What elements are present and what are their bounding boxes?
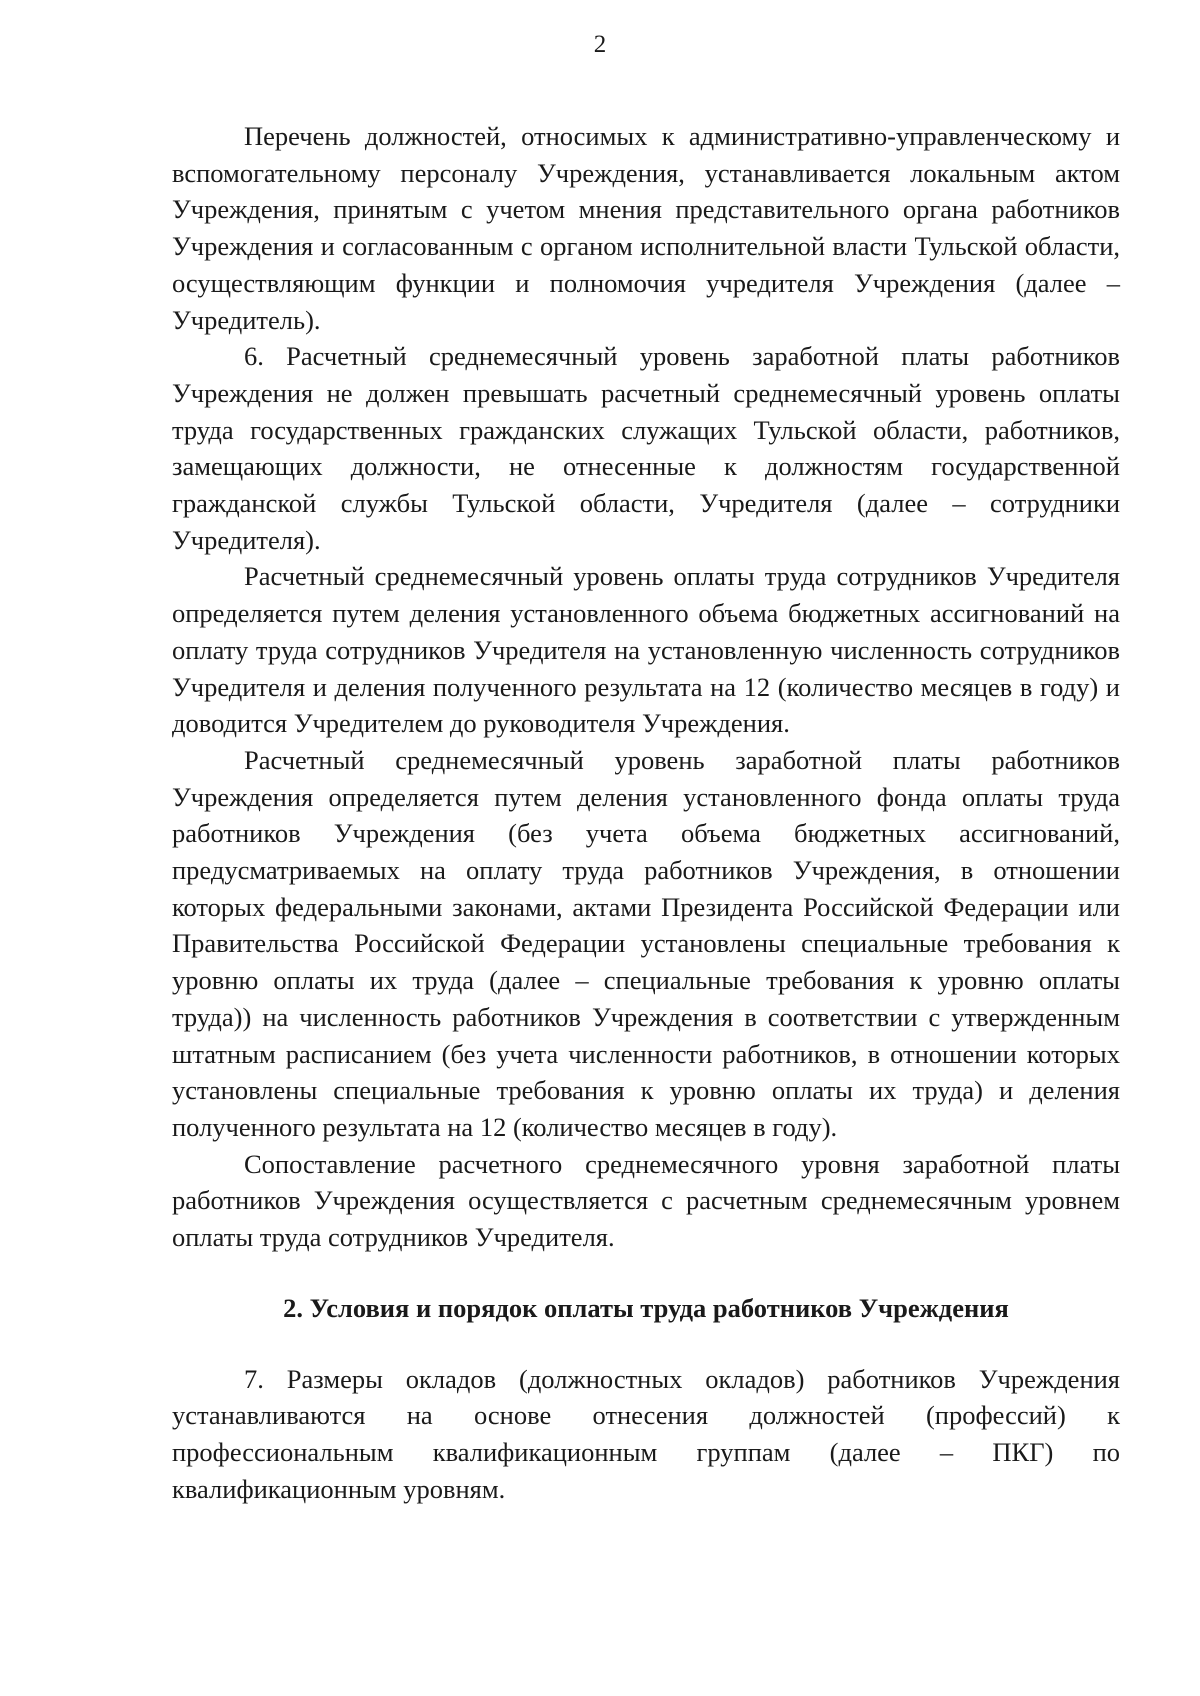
paragraph-item-7: 7. Размеры окладов (должностных окладов) работников Учреждения устанавливаются на основе отнесения должностей (профессий) к профессиональным квалификационным группам (далее – ПКГ) по квалификационным уровням. bbox=[172, 1363, 1120, 1504]
paragraph-institution-staff-level: Расчетный среднемесячный уровень заработной платы работников Учреждения определяется путем деления установленного фонда оплаты труда работников Учреждения (без учета объема бюджетных ассигнований, предусматриваемых на оплату труда работников Учреждения, в отношении которых федеральными законами, актами Президента Российской Федерации или Правительства Российской Федерации установлены специальные требования к уровню оплаты их труда (далее – специальные требования к уровню оплаты труда)) на численность работников Учреждения в соответствии с утвержденным штатным расписанием (без учета численности работников, в отношении которых установлены специальные требования к уровню оплаты их труда) и деления полученного результата на 12 (количество месяцев в году). bbox=[172, 744, 1120, 1142]
section-heading: 2. Условия и порядок оплаты труда работников Учреждения bbox=[283, 1292, 1009, 1323]
page-number: 2 bbox=[593, 31, 607, 58]
document-body bbox=[172, 118, 1120, 1507]
paragraph-comparison: Сопоставление расчетного среднемесячного уровня заработной платы работников Учреждения осуществляется с расчетным среднемесячным уровнем оплаты труда сотрудников Учредителя. bbox=[172, 1148, 1120, 1253]
paragraph-staff-list: Перечень должностей, относимых к административно-управленческому и вспомогательному персоналу Учреждения, устанавливается локальным актом Учреждения, принятым с учетом мнения представительного органа работников Учреждения и согласованным с органом исполнительной власти Тульской области, осуществляющим функции и полномочия учредителя Учреждения (далее – Учредитель). bbox=[172, 121, 1120, 335]
paragraph-founder-staff-level: Расчетный среднемесячный уровень оплаты труда сотрудников Учредителя определяется путем деления установленного объема бюджетных ассигнований на оплату труда сотрудников Учредителя на установленную численность сотрудников Учредителя и деления полученного результата на 12 (количество месяцев в году) и доводится Учредителем до руководителя Учреждения. bbox=[172, 561, 1120, 739]
paragraph-item-6: 6. Расчетный среднемесячный уровень заработной платы работников Учреждения не должен превышать расчетный среднемесячный уровень оплаты труда государственных гражданских служащих Тульской области, работников, замещающих должности, не отнесенные к должностям государственной гражданской службы Тульской области, Учредителя (далее – сотрудники Учредителя). bbox=[172, 341, 1120, 555]
